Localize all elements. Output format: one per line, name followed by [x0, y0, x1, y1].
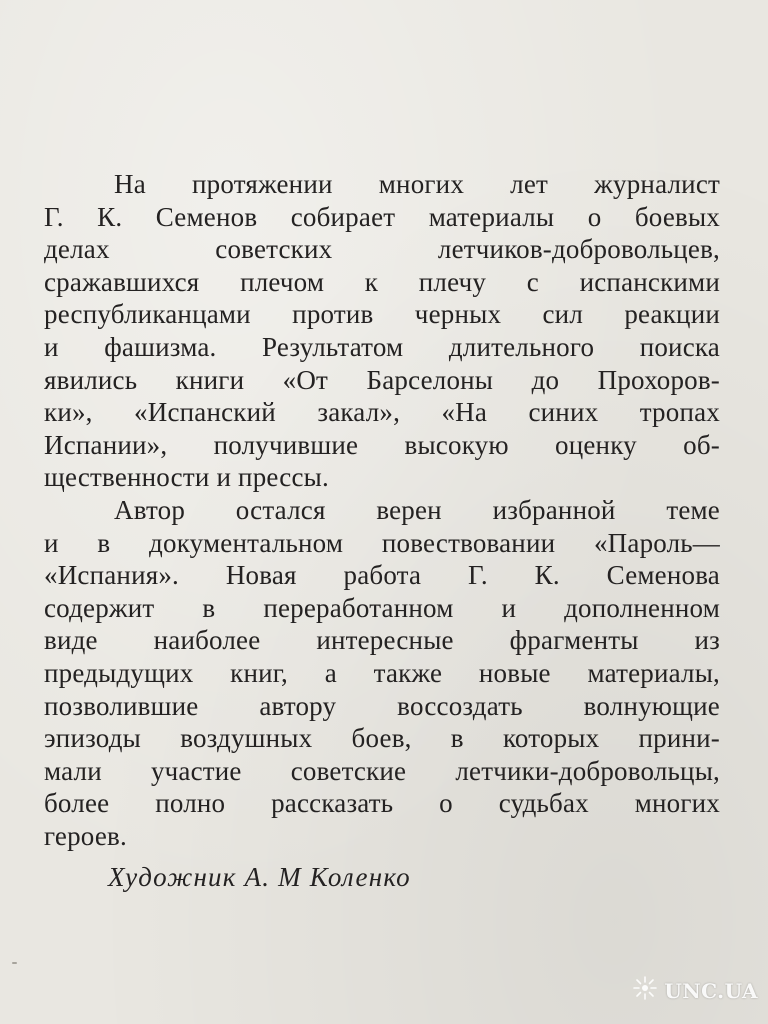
text-line: «Испания». Новая работа Г. К. Семенова: [44, 560, 720, 591]
text-line: эпизоды воздушных боев, в которых прини-: [44, 723, 720, 754]
text-line: мали участие советские летчики-добровольцы,: [44, 755, 720, 786]
illustrator-credit: Художник А. М Коленко: [108, 862, 411, 892]
paper-speck: [12, 962, 17, 964]
text-line: Г. К. Семенов собирает материалы о боевых: [44, 201, 720, 232]
annotation-text: [44, 168, 720, 852]
text-line: Испании», получившие высокую оценку об-: [44, 429, 720, 460]
text-line: Автор остался верен избранной теме: [114, 494, 720, 525]
text-line: предыдущих книг, а также новые материалы,: [44, 657, 720, 688]
text-line: ки», «Испанский закал», «На синих тропах: [44, 397, 720, 428]
text-line: героев.: [44, 820, 127, 851]
text-line: содержит в переработанном и дополненном: [44, 592, 720, 623]
text-line: На протяжении многих лет журналист: [114, 169, 720, 199]
text-line: щественности и прессы.: [44, 462, 329, 493]
sunburst-icon: [632, 975, 658, 1006]
text-line: виде наиболее интересные фрагменты из: [44, 625, 720, 656]
text-line: республиканцами против черных сил реакции: [44, 299, 720, 330]
text-line: и в документальном повествовании «Пароль—: [44, 527, 720, 558]
watermark: [632, 975, 758, 1006]
text-line: и фашизма. Результатом длительного поиска: [44, 331, 720, 362]
text-line: более полно рассказать о судьбах многих: [44, 788, 720, 819]
text-line: явились книги «От Барселоны до Прохоров-: [44, 364, 720, 395]
text-line: сражавшихся плечом к плечу с испанскими: [44, 266, 720, 297]
text-line: делах советских летчиков-добровольцев,: [44, 234, 720, 265]
text-line: позволившие автору воссоздать волнующие: [44, 690, 720, 721]
watermark-text: UNC.UA: [664, 978, 758, 1003]
